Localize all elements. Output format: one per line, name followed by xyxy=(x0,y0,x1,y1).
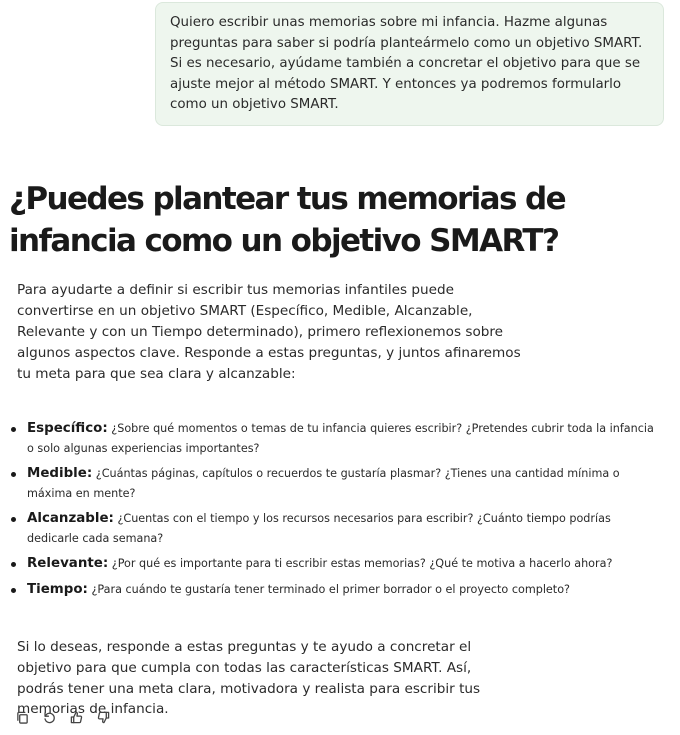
list-item xyxy=(9,554,659,574)
bullet-icon xyxy=(11,562,16,567)
copy-icon xyxy=(16,709,29,728)
thumbs-up-icon xyxy=(70,709,83,728)
list-item xyxy=(9,419,659,458)
smart-questions-list xyxy=(9,419,659,605)
bullet-icon xyxy=(11,517,16,522)
response-outro: Si lo deseas, responde a estas preguntas y te ayudo a concretar el objetivo para que cumpla con todas las características SMART. Así, podrás tener una meta clara, motivadora y realista para escribir tus memorias de infancia. xyxy=(17,639,481,718)
list-item-term: Específico: xyxy=(27,421,108,436)
list-item-text: ¿Por qué es importante para ti escribir estas memorias? ¿Qué te motiva a hacerlo ahora? xyxy=(108,557,613,570)
regenerate-button[interactable] xyxy=(41,710,57,726)
list-item-text: ¿Cuentas con el tiempo y los recursos necesarios para escribir? ¿Cuánto tiempo podrías dedicarle cada semana? xyxy=(27,512,611,545)
bullet-icon xyxy=(11,588,16,593)
list-item-term: Medible: xyxy=(27,466,93,481)
list-item-text: ¿Para cuándo te gustaría tener terminado el primer borrador o el proyecto completo? xyxy=(87,582,570,596)
list-item-text: ¿Cuántas páginas, capítulos o recuerdos te gustaría plasmar? ¿Tienes una cantidad mínima o máxima en mente? xyxy=(27,467,620,500)
thumbs-down-button[interactable] xyxy=(95,710,111,726)
user-message-bubble xyxy=(155,2,664,126)
list-item xyxy=(9,464,659,503)
thumbs-up-button[interactable] xyxy=(68,710,84,726)
thumbs-down-icon xyxy=(97,709,110,728)
user-message-text: Quiero escribir unas memorias sobre mi infancia. Hazme algunas preguntas para saber si podría planteármelo como un objetivo SMART. Si es necesario, ayúdame también a concretar el objetivo para que se ajuste mejor al método SMART. Y entonces ya podremos formularlo como un objetivo SMART. xyxy=(170,15,643,113)
list-item xyxy=(9,580,659,600)
copy-button[interactable] xyxy=(14,710,30,726)
list-item-text: ¿Sobre qué momentos o temas de tu infancia quieres escribir? ¿Pretendes cubrir toda la infancia o solo algunas experiencias importantes? xyxy=(27,422,654,455)
list-item-term: Tiempo: xyxy=(27,581,88,597)
list-item xyxy=(9,509,659,548)
list-item-term: Alcanzable: xyxy=(27,511,114,526)
response-actions xyxy=(14,709,111,727)
regenerate-icon xyxy=(43,709,56,728)
bullet-icon xyxy=(11,427,16,432)
bullet-icon xyxy=(11,472,16,477)
list-item-term: Relevante: xyxy=(27,556,109,571)
response-title: ¿Puedes plantear tus memorias de infancia como un objetivo SMART? xyxy=(9,181,566,259)
response-intro: Para ayudarte a definir si escribir tus memorias infantiles puede convertirse en un objetivo SMART (Específico, Medible, Alcanzable, Relevante y con un Tiempo determinado), primero reflexionemos sobre algunos aspectos clave. Responde a estas preguntas, y juntos afinaremos tu meta para que sea clara y alcanzable: xyxy=(17,282,521,382)
